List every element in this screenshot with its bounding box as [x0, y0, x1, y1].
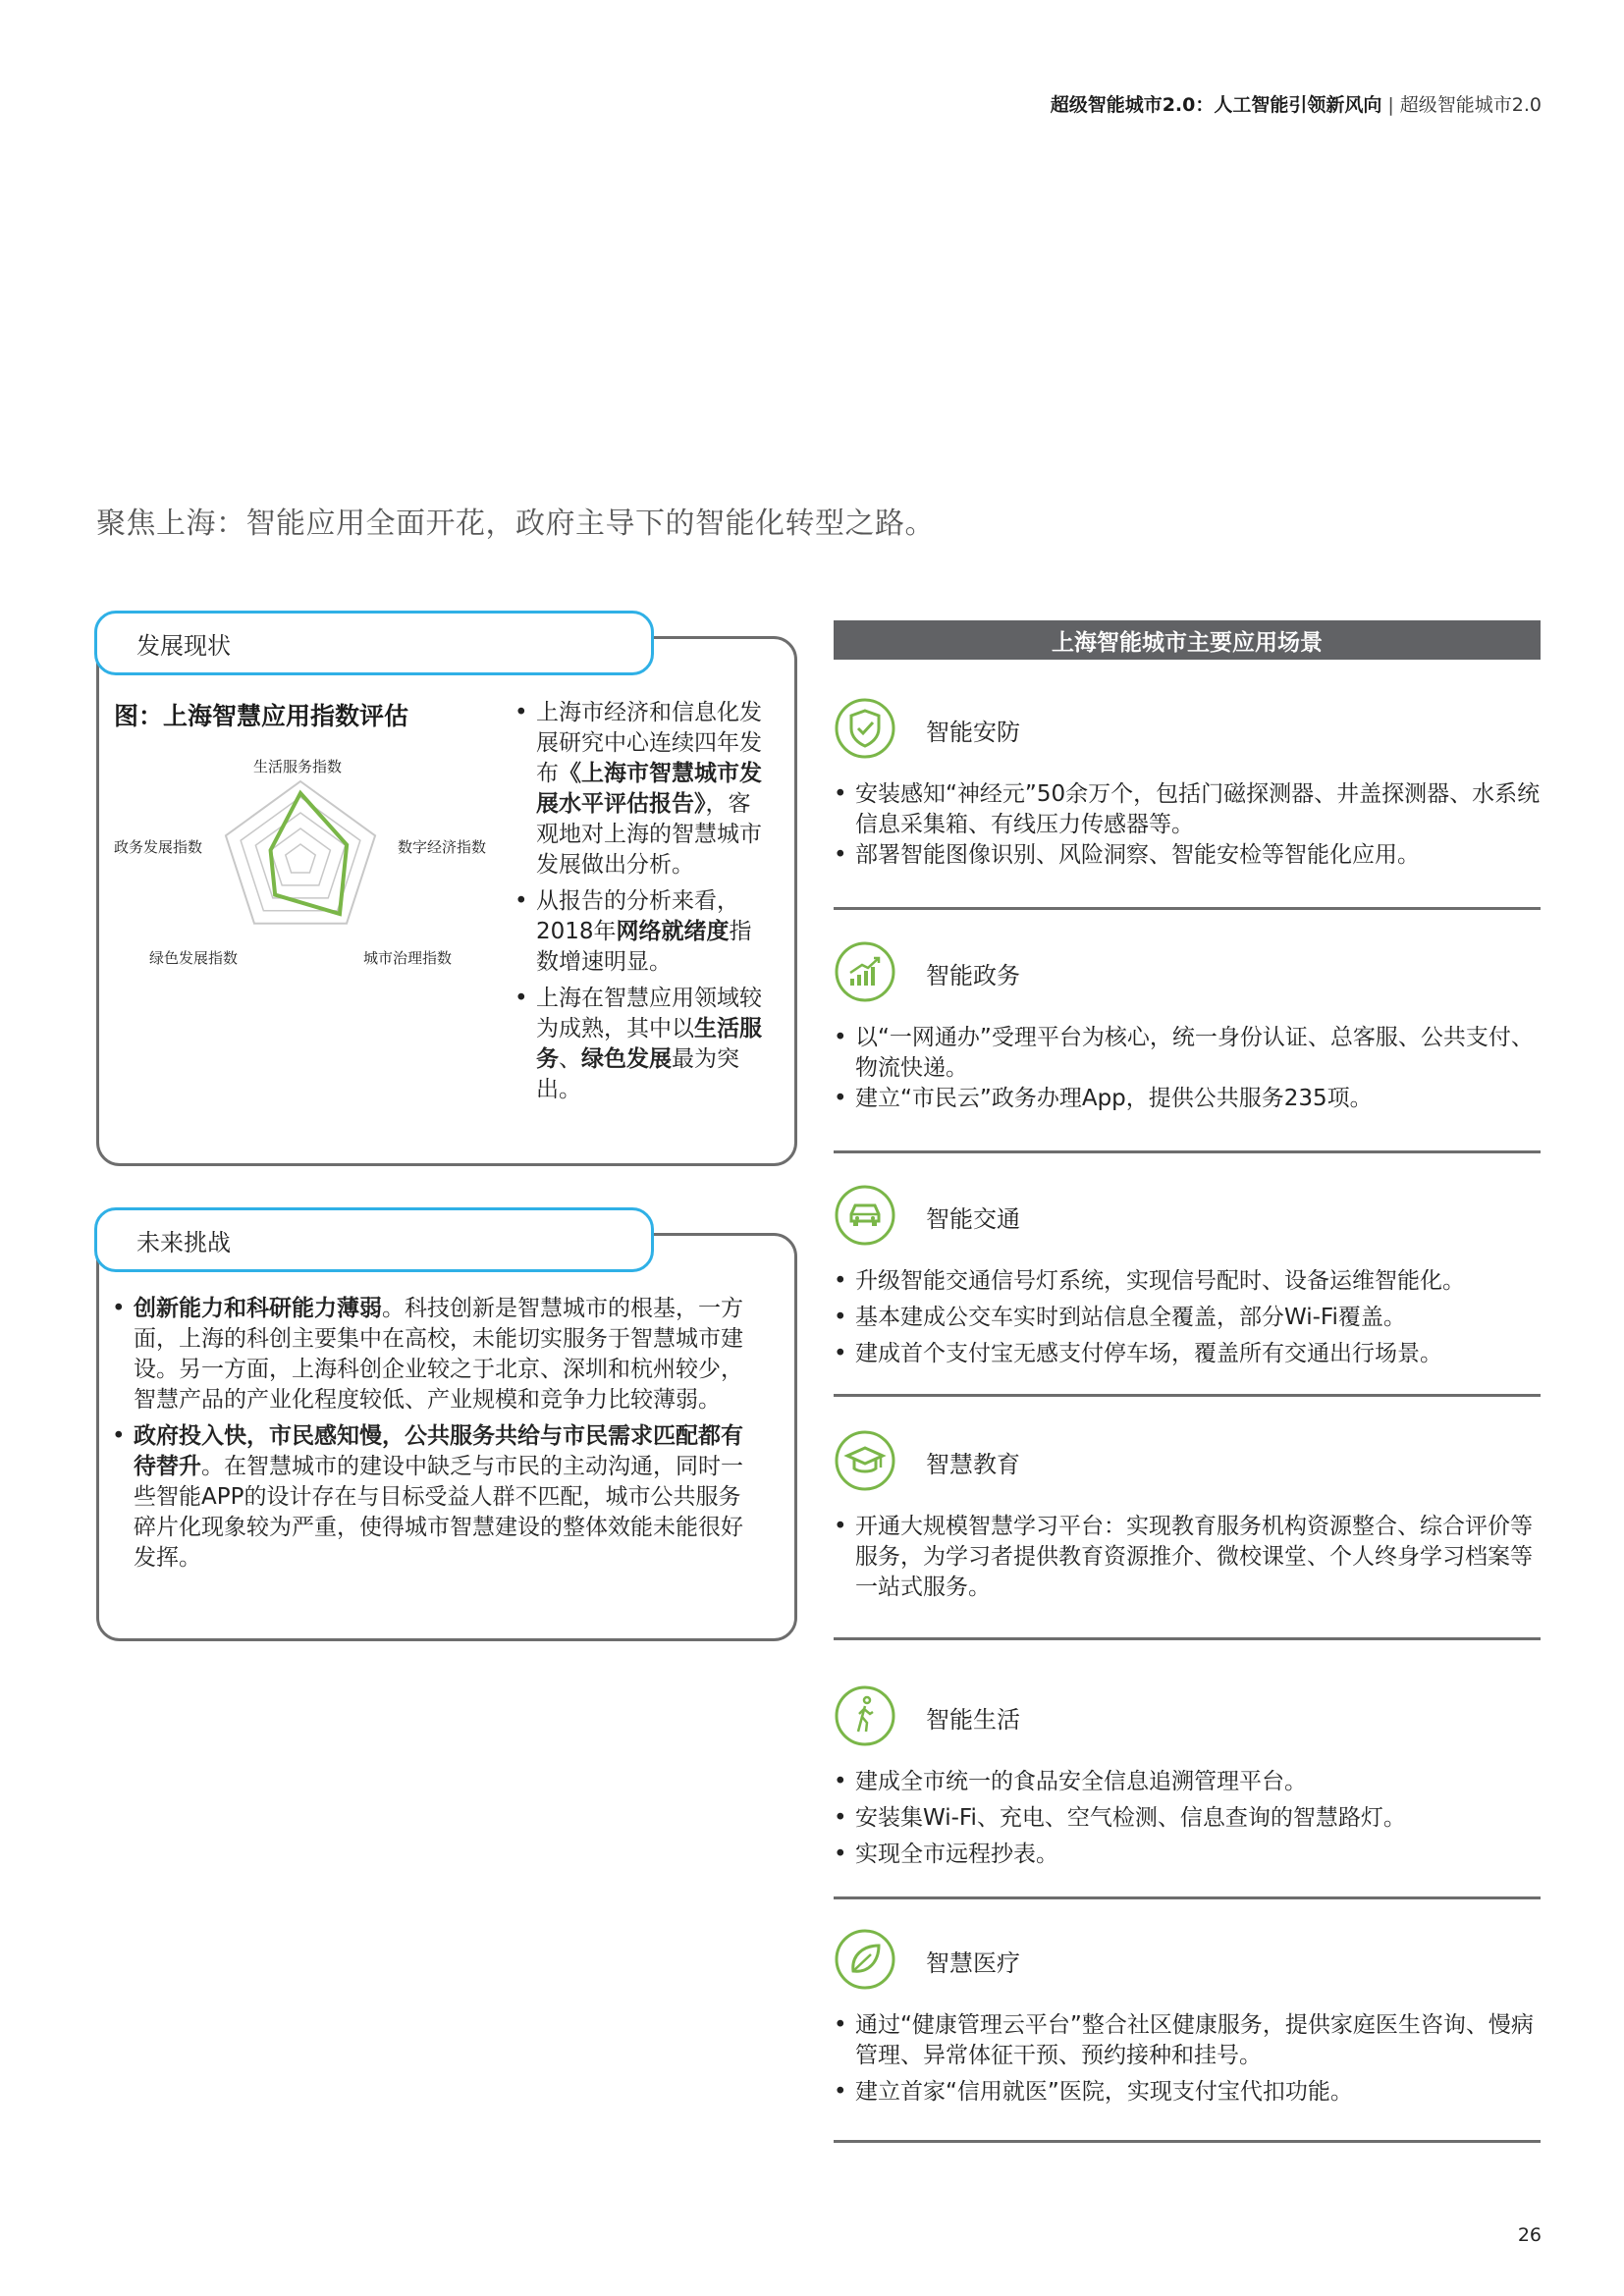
challenge-bullet-list	[112, 1294, 752, 1574]
category-items	[834, 2010, 1541, 2108]
radar-label-green: 绿色发展指数	[149, 949, 239, 967]
header-separator: |	[1387, 94, 1394, 116]
radar-label-gov-affairs: 政务发展指数	[114, 838, 203, 856]
graduation-cap-icon	[834, 1429, 896, 1492]
radar-label-life: 生活服务指数	[253, 758, 343, 775]
category-title: 智慧医疗	[926, 1949, 1020, 1977]
status-tab	[94, 611, 654, 675]
challenge-tab-label: 未来挑战	[136, 1228, 231, 1256]
status-tab-label: 发展现状	[136, 631, 231, 660]
category-items	[834, 1512, 1541, 1603]
category-divider	[834, 2140, 1541, 2143]
category-title: 智能生活	[926, 1706, 1020, 1734]
category-item: • 基本建成公交车实时到站信息全覆盖，部分Wi-Fi覆盖。	[834, 1303, 1541, 1333]
category-item: • 升级智能交通信号灯系统，实现信号配时、设备运维智能化。	[834, 1266, 1541, 1297]
radar-label-digital: 数字经济指数	[398, 838, 487, 856]
category-item: • 建成全市统一的食品安全信息追溯管理平台。	[834, 1767, 1541, 1797]
category-item: • 建立首家“信用就医”医院，实现支付宝代扣功能。	[834, 2077, 1541, 2108]
category-title: 智能安防	[926, 719, 1020, 746]
shield-check-icon	[834, 697, 896, 760]
figure-title: 图：上海智慧应用指数评估	[114, 702, 409, 730]
category-items	[834, 779, 1541, 871]
category-item: • 实现全市远程抄表。	[834, 1840, 1541, 1870]
category-divider	[834, 1896, 1541, 1899]
category-item: • 以“一网通办”受理平台为核心，统一身份认证、总客服、公共支付、物流快递。	[834, 1023, 1541, 1084]
category-title: 智能交通	[926, 1205, 1020, 1233]
radar-label-governance: 城市治理指数	[363, 949, 453, 967]
page-header	[1051, 90, 1542, 117]
category-divider	[834, 907, 1541, 910]
category-divider	[834, 1150, 1541, 1153]
walking-person-icon	[834, 1684, 896, 1747]
challenge-bullet: • 创新能力和科研能力薄弱。科技创新是智慧城市的根基，一方面，上海的科创主要集中在高校，未能切实服务于智慧城市建设。另一方面，上海科创企业较之于北京、深圳和杭州较少，智慧产品的产业化程度较低、产业规模和竞争力比较薄弱。	[112, 1294, 752, 1415]
page-number: 26	[1517, 2224, 1542, 2246]
challenge-tab	[94, 1207, 654, 1272]
category-title: 智慧教育	[926, 1451, 1020, 1478]
category-divider	[834, 1637, 1541, 1640]
status-bullet: • 从报告的分析来看，2018年网络就绪度指数增速明显。	[514, 886, 768, 978]
category-items	[834, 1266, 1541, 1369]
category-items	[834, 1023, 1541, 1114]
status-bullet: • 上海市经济和信息化发展研究中心连续四年发布《上海市智慧城市发展水平评估报告》，客观地对上海的智慧城市发展做出分析。	[514, 698, 768, 881]
main-title: 聚焦上海：智能应用全面开花，政府主导下的智能化转型之路。	[96, 507, 935, 541]
scenarios-banner: 上海智能城市主要应用场景	[834, 620, 1541, 660]
category-item: • 部署智能图像识别、风险洞察、智能安检等智能化应用。	[834, 840, 1541, 871]
bar-chart-icon	[834, 940, 896, 1003]
category-title: 智能政务	[926, 962, 1020, 989]
car-icon	[834, 1184, 896, 1247]
category-item: • 安装集Wi-Fi、充电、空气检测、信息查询的智慧路灯。	[834, 1803, 1541, 1834]
category-item: • 开通大规模智慧学习平台：实现教育服务机构资源整合、综合评价等服务，为学习者提供教育资源推介、微校课堂、个人终身学习档案等一站式服务。	[834, 1512, 1541, 1603]
leaf-icon	[834, 1928, 896, 1991]
header-title: 超级智能城市2.0：人工智能引领新风向	[1050, 94, 1382, 116]
category-items	[834, 1767, 1541, 1870]
header-subtitle: 超级智能城市2.0	[1399, 94, 1542, 116]
category-item: • 通过“健康管理云平台”整合社区健康服务，提供家庭医生咨询、慢病管理、异常体征干预、预约接种和挂号。	[834, 2010, 1541, 2071]
category-divider	[834, 1394, 1541, 1397]
radar-grid-ring	[286, 844, 315, 873]
category-item: • 安装感知“神经元”50余万个，包括门磁探测器、井盖探测器、水系统信息采集箱、有线压力传感器等。	[834, 779, 1541, 840]
status-bullet: • 上海在智慧应用领域较为成熟，其中以生活服务、绿色发展最为突出。	[514, 984, 768, 1105]
category-item: • 建成首个支付宝无感支付停车场，覆盖所有交通出行场景。	[834, 1339, 1541, 1369]
category-item: • 建立“市民云”政务办理App，提供公共服务235项。	[834, 1084, 1541, 1114]
challenge-bullet: • 政府投入快，市民感知慢，公共服务共给与市民需求匹配都有待替升。在智慧城市的建设中缺乏与市民的主动沟通，同时一些智能APP的设计存在与目标受益人群不匹配，城市公共服务碎片化现象较为严重，使得城市智慧建设的整体效能未能很好发挥。	[112, 1421, 752, 1574]
status-bullet-list	[514, 698, 768, 1105]
